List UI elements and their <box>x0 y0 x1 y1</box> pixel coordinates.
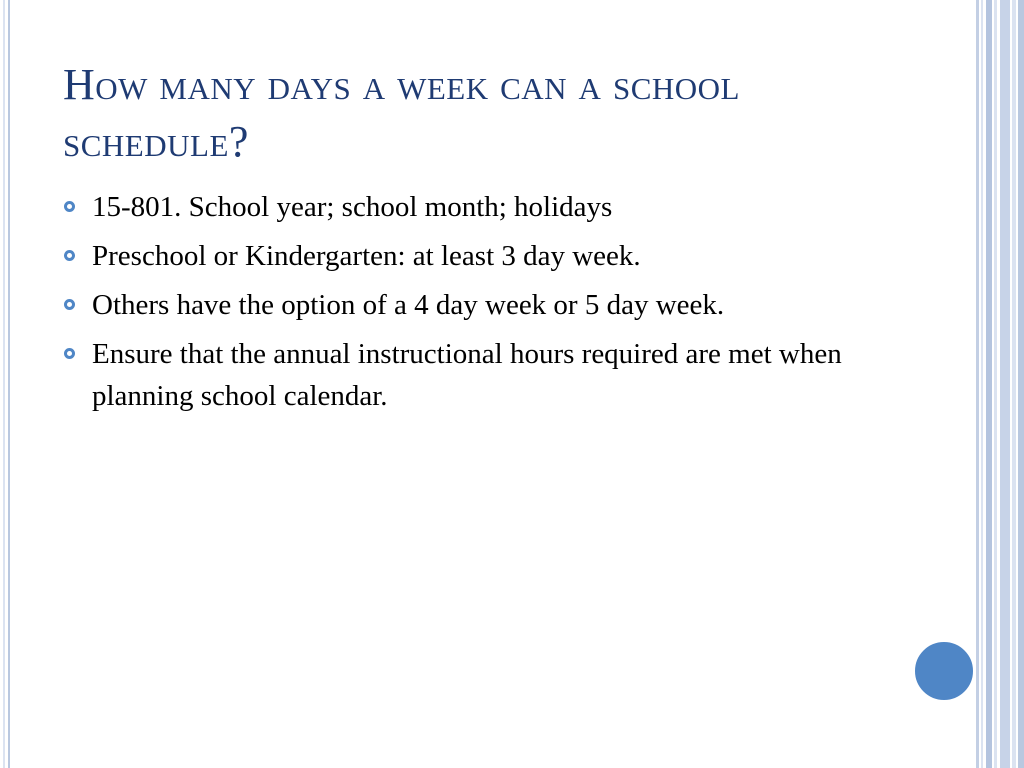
right-stripe-panel <box>976 0 1024 768</box>
right-stripe <box>1012 0 1016 768</box>
left-border-stripe <box>3 0 5 768</box>
ring-bullet-icon <box>64 299 75 310</box>
bullet-text: Others have the option of a 4 day week or 5 day week. <box>92 289 725 321</box>
right-stripe <box>986 0 992 768</box>
right-stripe <box>976 0 979 768</box>
bullet-item <box>62 186 882 228</box>
bullet-list <box>62 186 882 424</box>
bullet-item <box>62 333 882 417</box>
ring-bullet-icon <box>64 250 75 261</box>
right-stripe <box>1000 0 1010 768</box>
right-stripe <box>981 0 983 768</box>
left-border <box>0 0 10 768</box>
bullet-item <box>62 284 882 326</box>
ring-bullet-icon <box>64 201 75 212</box>
bullet-text: Ensure that the annual instructional hours required are met when planning school calendar. <box>92 338 842 412</box>
right-stripe <box>994 0 997 768</box>
right-stripe <box>1018 0 1024 768</box>
bullet-text: Preschool or Kindergarten: at least 3 day week. <box>92 240 641 272</box>
bullet-text: 15-801. School year; school month; holidays <box>92 191 613 223</box>
slide-title: How many days a week can a school schedule? <box>63 60 740 166</box>
ring-bullet-icon <box>64 348 75 359</box>
bullet-item <box>62 235 882 277</box>
circle-decoration <box>913 640 975 702</box>
